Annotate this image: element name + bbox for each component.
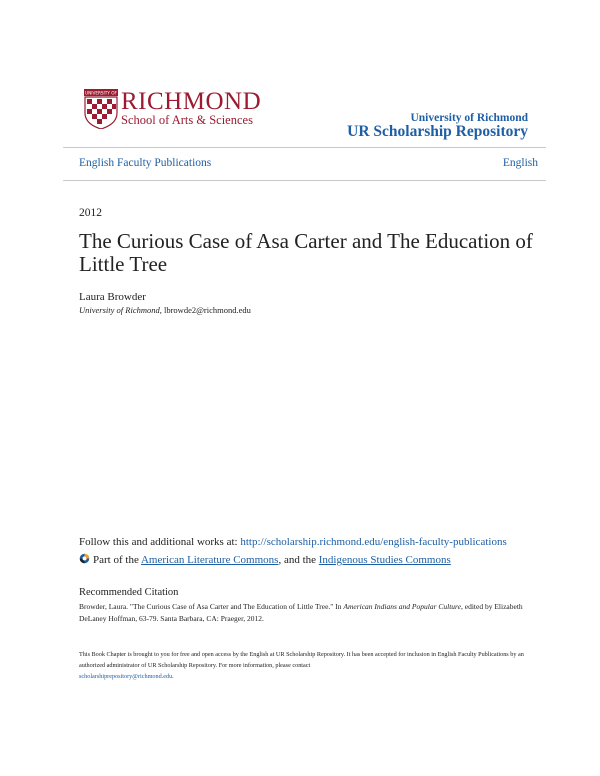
american-literature-commons-link[interactable]: American Literature Commons (140, 554, 279, 566)
shield-icon (84, 89, 118, 129)
notice-text: This Book Chapter is brought to you for free and open access by the English at UR Scholarship Repository. It has been accepted for inclusion in English Faculty Publications by an authorized administrator of UR Scholarship Repository. For more information, please contact (79, 651, 524, 669)
recommended-citation-heading: Recommended Citation (79, 587, 179, 598)
access-notice (79, 649, 549, 682)
repository-university[interactable]: University of Richmond (410, 112, 528, 124)
article-title: The Curious Case of Asa Carter and The Education of Little Tree (79, 229, 533, 276)
part-of-joiner: , and the (278, 554, 319, 566)
affiliation-email: , lbrowde2@richmond.edu (159, 305, 251, 315)
citation-text (79, 601, 549, 625)
collection-link[interactable]: English Faculty Publications (79, 157, 212, 169)
follow-prefix: Follow this and additional works at: (79, 536, 241, 548)
part-of-prefix: Part of the (93, 554, 141, 566)
collection-url-link[interactable]: http://scholarship.richmond.edu/english-faculty-publications (240, 536, 507, 548)
author-affiliation (79, 305, 251, 315)
citation-book-title: American Indians and Popular Culture (343, 602, 462, 611)
author-name: Laura Browder (79, 291, 146, 303)
university-logo[interactable] (84, 89, 274, 133)
notice-end: . (172, 673, 174, 680)
divider-top (63, 147, 546, 148)
citation-part-2: , edited by Elizabeth DeLaney Hoffman, 63-79. Santa Barbara, CA: Praeger, 2012. (79, 602, 523, 623)
repository-name[interactable]: UR Scholarship Repository (347, 123, 528, 140)
logo-wordmark: RICHMOND (121, 88, 262, 115)
contact-email-link[interactable]: scholarshiprepository@richmond.edu (79, 673, 173, 680)
svg-text:UNIVERSITY OF: UNIVERSITY OF (85, 90, 117, 96)
follow-line (79, 536, 507, 548)
part-of-line (79, 553, 451, 566)
department-link[interactable]: English (502, 157, 538, 169)
affiliation-institution: University of Richmond (79, 305, 160, 315)
citation-part-1: Browder, Laura. "The Curious Case of Asa Carter and The Education of Little Tree." In (79, 602, 344, 611)
commons-network-icon (79, 553, 90, 564)
publication-year: 2012 (79, 207, 102, 219)
divider-bottom (63, 180, 546, 181)
logo-subtitle: School of Arts & Sciences (121, 113, 253, 127)
indigenous-studies-commons-link[interactable]: Indigenous Studies Commons (318, 554, 451, 566)
